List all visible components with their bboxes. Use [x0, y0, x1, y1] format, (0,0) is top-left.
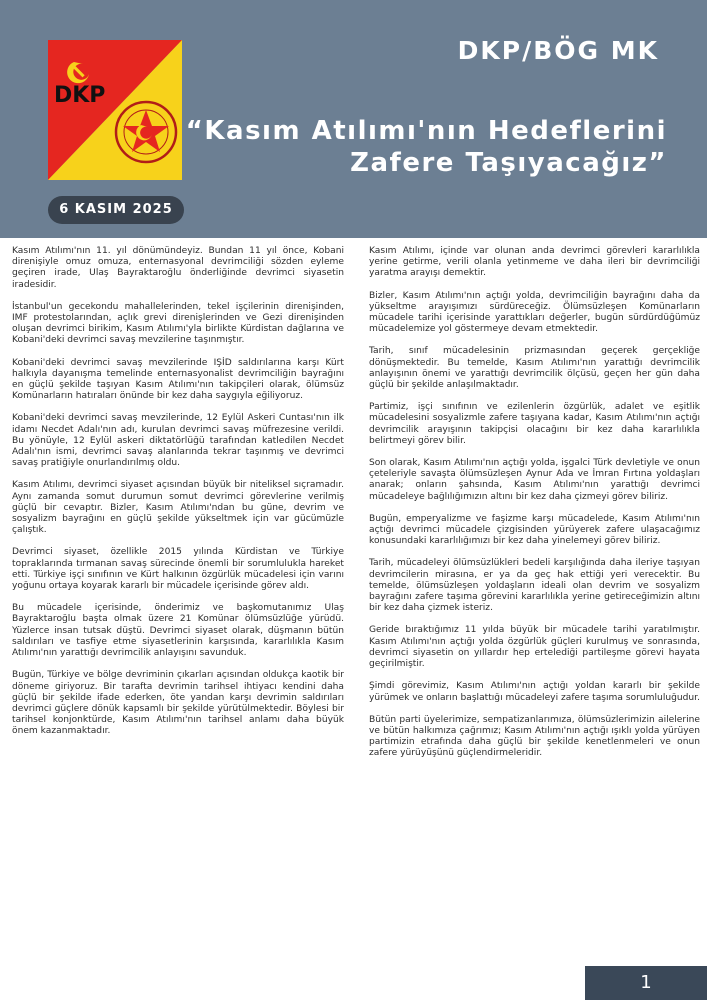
org-name: DKP/BÖG MK	[457, 36, 659, 65]
paragraph: Bu mücadele içerisinde, önderimiz ve başkomutanımız Ulaş Bayraktaroğlu başta olmak üzere 21 Komünar ölümsüzlüğe yürüdü. Yüzlerce insan tutsak düştü. Devrimci siyaset olarak, düşmanın bütün saldırıları ve tasfiye etme siyasetlerinin karşısında, kararlılıkla Kasım Atılımı'nın yarattığı devrimcilik anlayışını savunduk.	[12, 603, 344, 659]
paragraph: Devrimci siyaset, özellikle 2015 yılında Kürdistan ve Türkiye topraklarında tırmanan savaş sürecinde önemli bir sorumlulukla hareket etti. Türkiye işçi sınıfının ve Kürt halkının özgürlük mücadelesi için varını yoğunu ortaya koyarak kararlı bir mücadele içerisinde görev aldı.	[12, 547, 344, 592]
paragraph: İstanbul'un gecekondu mahallelerinden, tekel işçilerinin direnişinden, IMF protestolarından, açlık grevi direnişlerinden ve Gezi direnişinden oluşan devrimci birikim, Kasım Atılımı'yla birlikte Kürdistan dağlarına ve Kobani'deki devrimci savaş mevzilerine taşınmıştır.	[12, 301, 344, 346]
paragraph: Bizler, Kasım Atılımı'nın açtığı yolda, devrimciliğin bayrağını daha da yükseltme arayışımızı sürdüreceğiz. Ölümsüzleşen Komünarların mücadele tarihi içerisinde yarattıkları değerler, bugün sürdürdüğümüz mücadelemize yol göstermeye devam etmektedir.	[369, 290, 700, 335]
paragraph: Bugün, Türkiye ve bölge devriminin çıkarları açısından oldukça kaotik bir döneme giriyoruz. Bir tarafta devrimin tarihsel ihtiyacı kendini daha güçlü bir şekilde ifade ederken, öte yandan karşı devrimin saldırıları devrimci güçlere dönük kapsamlı bir şekilde yürütülmektedir. Böylesi bir tarihsel konjonktürde, Kasım Atılımı'nın tarihsel anlamı daha büyük önem kazanmaktadır.	[12, 670, 344, 737]
paragraph: Kobani'deki devrimci savaş mevzilerinde IŞİD saldırılarına karşı Kürt halkıyla dayanışma temelinde enternasyonalist devrimciliğin bayrağını en güçlü şekilde taşıyan Kasım Atılımı'nın takipçileri olarak, ölümsüz Komünarların hatıraları önünde bir kez daha saygıyla eğiliyoruz.	[12, 357, 344, 402]
logo-text: DKP	[54, 83, 106, 108]
paragraph: Tarih, mücadeleyi ölümsüzlükleri bedeli karşılığında daha ileriye taşıyan devrimcilerin mirasına, er ya da geç hak ettiği yeri verecektir. Bu temelde, ölümsüzleşen yoldaşların ideali olan devrim ve sosyalizm bayrağını zafere taşıma görevini kararlılıkla yerine getireceğimizin altını bir kez daha çizmek isteriz.	[369, 558, 700, 614]
paragraph: Kasım Atılımı, içinde var olunan anda devrimci görevleri kararlılıkla yerine getirme, verili olanla yetinmeme ve daha ileri bir devrimciliği yaratma arayışı demektir.	[369, 246, 700, 279]
page-title	[147, 115, 667, 179]
date-badge: 6 KASIM 2025	[48, 196, 184, 224]
paragraph: Son olarak, Kasım Atılımı'nın açtığı yolda, işgalci Türk devletiyle ve onun çeteleriyle savaşta ölümsüzleşen Aynur Ada ve İmran Fırtına yoldaşları anarak; onların şahsında, Kasım Atılımı'nın yarattığı devrimci mücadeleye bağlılığımızın altını bir kez daha çizmeyi görev biliriz.	[369, 458, 700, 502]
header-banner	[0, 0, 707, 238]
paragraph: Şimdi görevimiz, Kasım Atılımı'nın açtığı yoldan kararlı bir şekilde yürümek ve onların başlattığı mücadeleyi zafere taşıma sorumluluğudur.	[369, 681, 700, 703]
paragraph: Geride bıraktığımız 11 yılda büyük bir mücadele tarihi yaratılmıştır. Kasım Atılımı'nın açtığı yolda özgürlük güçleri kurulmuş ve sonrasında, devrimci siyasetin on yıllardır hep ertelediği partileşme görevi hayata geçirilmiştir.	[369, 625, 700, 670]
paragraph: Bugün, emperyalizme ve faşizme karşı mücadelede, Kasım Atılımı'nın açtığı devrimci mücadele çizgisinden yürüyerek zafere ulaşacağımız konusundaki kararlılığımızı bir kez daha yinelemeyi görev biliriz.	[369, 513, 700, 547]
page-number: 1	[585, 966, 707, 1000]
title-line-1: “Kasım Atılımı'nın Hedeflerini	[185, 116, 667, 146]
paragraph: Bütün parti üyelerimize, sempatizanlarımıza, ölümsüzlerimizin ailelerine ve bütün halkımıza çağrımız; Kasım Atılımı'nın açtığı ışıklı yolda yürüyen partimizin etrafında daha güçlü bir şekilde kenetlenmeleri ve onun zafere yürüyüşünü güçlendirmeleridir.	[369, 714, 700, 759]
right-column	[369, 246, 700, 771]
paragraph: Kasım Atılımı'nın 11. yıl dönümündeyiz. Bundan 11 yıl önce, Kobani direnişiyle omuz omuza, enternasyonal devrimciliği sözden eyleme geçiren irade, Ulaş Bayraktaroğlu önderliğinde devrimci siyasetin iradesidir.	[12, 246, 344, 290]
paragraph: Kobani'deki devrimci savaş mevzilerinde, 12 Eylül Askeri Cuntası'nın ilk idamı Necdet Adalı'nın adı, kurulan devrimci savaş müfrezesine verildi. Bu yönüyle, 12 Eylül askeri diktatörlüğü tarafından katledilen Necdet Adalı'nın ismi, devrimci savaş alanlarında tekrar taşınmış ve devrimci savaş pratiğiyle onurlandırılmış oldu.	[12, 413, 344, 469]
paragraph: Tarih, sınıf mücadelesinin prizmasından geçerek gerçekliğe dönüşmektedir. Bu temelde, Kasım Atılımı'nın yarattığı devrimcilik anlayışının önemi ve yarattığı devrimcilik ölçüsü, geçen her gün daha güçlü bir şekilde anlaşılmaktadır.	[369, 346, 700, 391]
title-line-2: Zafere Taşıyacağız”	[350, 148, 667, 178]
left-column	[12, 246, 344, 749]
paragraph: Partimiz, işçi sınıfının ve ezilenlerin özgürlük, adalet ve eşitlik mücadelesini sosyalizmle zafere taşıyana kadar, Kasım Atılımı'nın açtığı devrimcilik arayışının takipçisi olacağını bir kez daha kararlılıkla belirtmeyi görev bilir.	[369, 402, 700, 446]
paragraph: Kasım Atılımı, devrimci siyaset açısından büyük bir niteliksel sıçramadır. Aynı zamanda somut durumun somut devrimci görevlerine verilmiş güçlü bir cevaptır. Bizler, Kasım Atılımı'ndan bu güne, devrim ve sosyalizm bayrağını en güçlü şekilde yükseltmek için var gücümüzle çalıştık.	[12, 480, 344, 536]
